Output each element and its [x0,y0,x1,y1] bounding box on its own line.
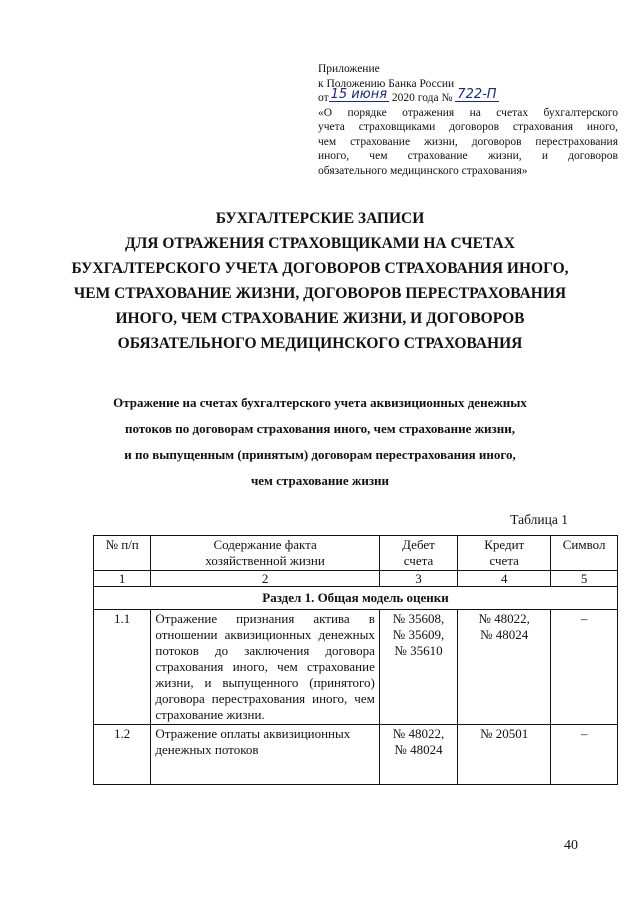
appendix-desc-line: чем страхование жизни, договоров перестрахования [318,135,618,148]
column-number: 5 [551,571,618,587]
subtitle-line: чем страхование жизни [250,473,390,488]
appendix-desc-line: обязательного медицинского страхования» [318,164,528,177]
appendix-header [318,62,618,178]
credit-account: № 48024 [480,627,529,642]
table-row [94,725,618,785]
document-subtitle [60,390,580,494]
credit-account: № 20501 [480,726,529,741]
header-symbol: Символ [551,536,618,571]
header-debit-line-2: счета [403,553,434,568]
header-debit-line-1: Дебет [402,537,435,552]
appendix-line-2: к Положению Банка России [318,77,455,90]
appendix-desc-line: «О порядке отражения на счетах бухгалтерского [318,106,618,119]
title-line: ДЛЯ ОТРАЖЕНИЯ СТРАХОВЩИКАМИ НА СЧЕТАХ [125,235,515,252]
row-debit [379,725,457,785]
credit-account: № 48022, [478,611,530,626]
header-credit-line-1: Кредит [484,537,525,552]
row-content: Отражение оплаты аквизиционных денежных потоков [151,725,379,785]
header-credit [458,536,551,571]
table-header-row [94,536,618,571]
subtitle-line: Отражение на счетах бухгалтерского учета аквизиционных денежных [113,395,527,410]
row-num: 1.1 [94,610,151,725]
header-content-line-1: Содержание факта [213,537,317,552]
table-label: Таблица 1 [510,512,568,527]
header-num: № п/п [94,536,151,571]
title-line: ЧЕМ СТРАХОВАНИЕ ЖИЗНИ, ДОГОВОРОВ ПЕРЕСТРАХОВАНИЯ [73,285,567,302]
subtitle-line: и по выпущенным (принятым) договорам перестрахования иного, [124,447,516,462]
appendix-desc-line: иного, чем страхование жизни, и договоров [318,150,618,162]
debit-account: № 48022, [392,726,445,741]
title-line: БУХГАЛТЕРСКОГО УЧЕТА ДОГОВОРОВ СТРАХОВАНИЯ ИНОГО, [71,260,569,277]
header-content [151,536,379,571]
column-number: 1 [94,571,151,587]
appendix-date-line [318,87,618,106]
row-symbol: – [551,610,618,725]
row-symbol: – [551,725,618,785]
appendix-line-1: Приложение [318,63,380,75]
header-credit-line-2: счета [489,553,519,568]
subtitle-line: потоков по договорам страхования иного, чем страхование жизни, [124,421,516,436]
appendix-desc-line: учета страховщиками договоров страхования иного, [318,121,618,133]
header-content-line-2: хозяйственной жизни [205,553,325,568]
document-title [60,206,580,356]
debit-account: № 48024 [394,742,443,757]
handwritten-date: 15 июня [330,87,388,102]
title-line: ОБЯЗАТЕЛЬНОГО МЕДИЦИНСКОГО СТРАХОВАНИЯ [117,335,523,352]
section-title: Раздел 1. Общая модель оценки [94,587,618,610]
entries-table [93,535,618,785]
row-credit [458,610,551,725]
title-line: ИНОГО, ЧЕМ СТРАХОВАНИЕ ЖИЗНИ, И ДОГОВОРОВ [115,310,525,327]
row-credit [458,725,551,785]
handwritten-number: 722-П [457,87,497,102]
date-year: 2020 года № [391,92,453,104]
table-row [94,610,618,725]
column-number: 3 [379,571,457,587]
row-debit [379,610,457,725]
debit-account: № 35610 [394,643,443,658]
page-number: 40 [564,838,578,853]
column-number-row [94,571,618,587]
section-row [94,587,618,610]
row-content: Отражение признания актива в отношении аквизиционных денежных потоков до заключения договора страхования иного, чем страхование жизни, и выпущенного (принятого) договора перестрахования иного, чем страхование жизни. [151,610,379,725]
column-number: 2 [151,571,379,587]
date-prefix: от [318,92,329,104]
debit-account: № 35608, [392,611,445,626]
debit-account: № 35609, [392,627,445,642]
row-num: 1.2 [94,725,151,785]
title-line: БУХГАЛТЕРСКИЕ ЗАПИСИ [215,210,425,227]
column-number: 4 [458,571,551,587]
header-debit [379,536,457,571]
